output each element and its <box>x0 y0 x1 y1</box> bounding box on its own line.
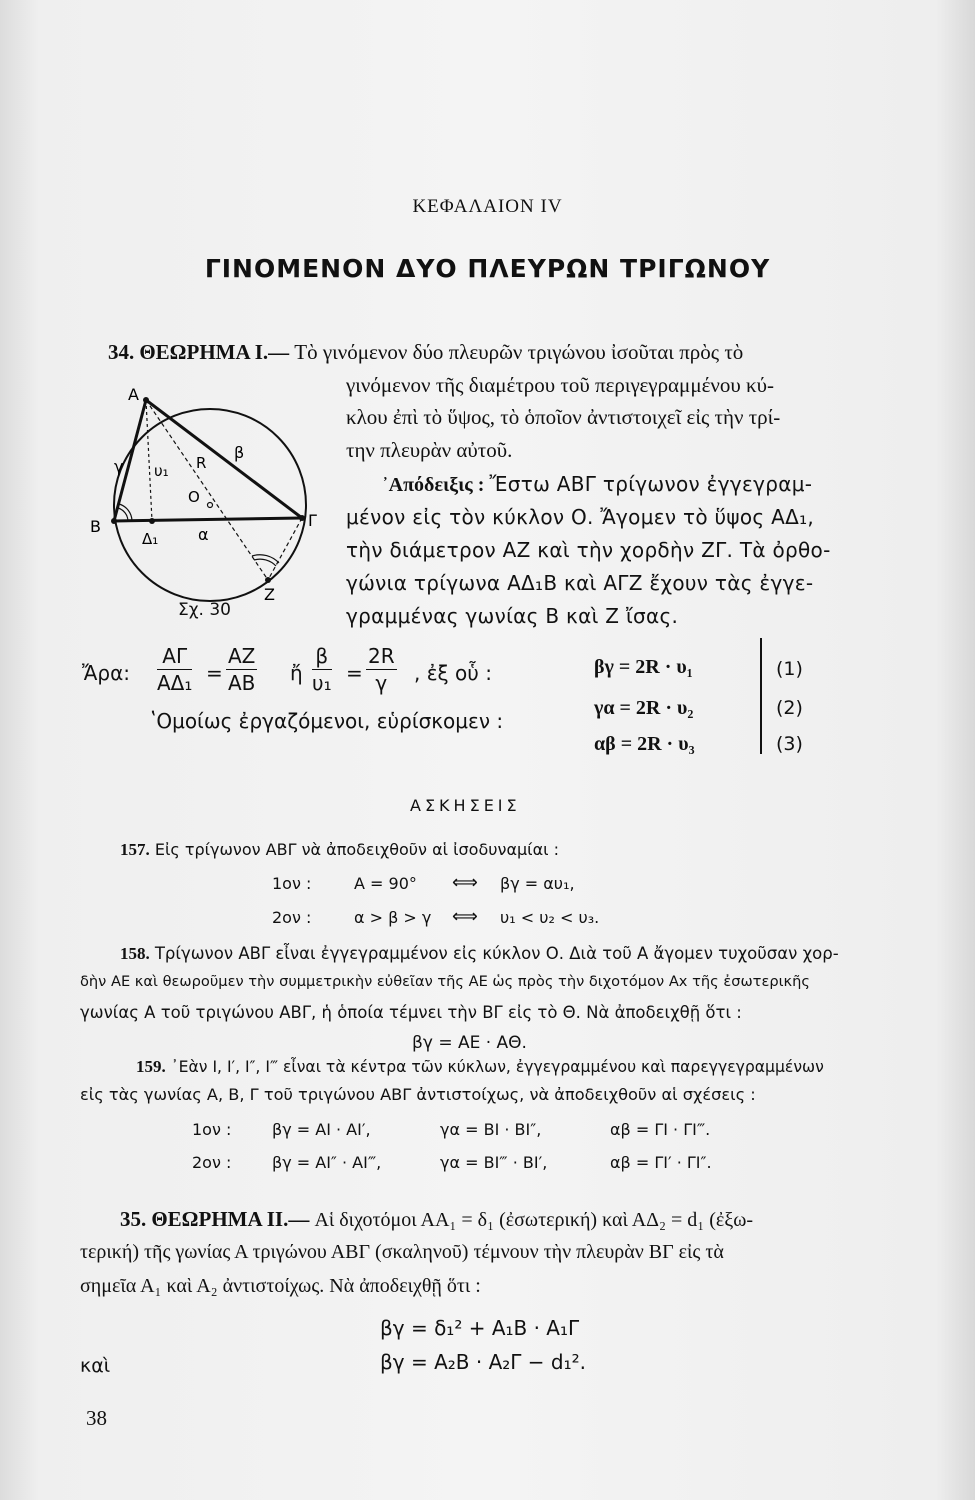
exercise-159-line-1 <box>136 1057 824 1077</box>
exercise-158-line-2: δὴν ΑΕ καὶ θεωροῦμεν τὴν συμμετρικὴν εὐθεῖαν τῆς ΑΕ ὡς πρὸς τὴν διχοτόμον Αx τῆς ἐσωτερικῆς <box>80 973 810 990</box>
theorem-2-text-1: Αἱ διχοτόμοι ΑΑ₁ = δ₁ (ἐσωτερική) καὶ ΑΔ₂ = d₁ (ἐξω- <box>314 1209 754 1231</box>
exercise-158-line-3: γωνίας Α τοῦ τριγώνου ΑΒΓ, ἡ ὁποία τέμνει τὴν ΒΓ εἰς τὸ Θ. Νὰ ἀποδειχθῇ ὅτι : <box>80 1003 742 1022</box>
label-beta: β <box>234 443 245 462</box>
theorem-1-number: 34. <box>108 340 135 364</box>
proof-line-4: γώνια τρίγωνα ΑΔ₁Β καὶ ΑΓΖ ἔχουν τὰς ἐγγε- <box>346 571 814 595</box>
diameter-az <box>146 400 268 580</box>
exercise-158-line-1 <box>120 944 839 964</box>
exercise-157-row-2-left: α > β > γ <box>354 908 432 927</box>
exercise-157 <box>120 840 559 860</box>
fraction-4-numerator: 2R <box>368 644 395 668</box>
label-g: Γ <box>308 511 317 530</box>
exercise-158-number: 158. <box>120 944 150 963</box>
fraction-b-u1 <box>312 644 332 695</box>
chapter-title: ΓΙΝΟΜΕΝΟΝ ΔΥΟ ΠΛΕΥΡΩΝ ΤΡΙΓΩΝΟΥ <box>204 254 771 283</box>
theorem-2-number: 35. <box>120 1207 147 1231</box>
theorem-1-line-3: κλου ἐπὶ τὸ ὕψος, τὸ ὁποῖον ἀντιστοιχεῖ εἰς τὴν τρί- <box>346 405 781 429</box>
result-3 <box>594 733 695 756</box>
fraction-1-denominator: ΑΔ₁ <box>157 671 193 695</box>
result-2-lhs: γα <box>594 697 615 719</box>
point-g <box>299 515 305 521</box>
chord-zg <box>268 518 302 580</box>
exercise-157-row-2-label: 2ον : <box>272 908 312 927</box>
exercise-159-row-1-label: 1ον : <box>192 1120 232 1139</box>
exercise-157-row-2-arrow: ⟺ <box>452 906 478 927</box>
ara-label: Ἄρα: <box>82 661 130 685</box>
exercise-159-number: 159. <box>136 1057 166 1076</box>
label-o: Ο <box>188 488 200 506</box>
theorem-2-line-2: τερική) τῆς γωνίας Α τριγώνου ΑΒΓ (σκαληνοῦ) τέμνουν τὴν πλευρὰν ΒΓ εἰς τὰ <box>80 1241 724 1263</box>
label-alpha: α <box>198 525 209 544</box>
exercise-157-row-1-right: βγ = αυ₁, <box>500 874 575 893</box>
exercises-heading: ΑΣΚΗΣΕΙΣ <box>410 796 521 815</box>
result-3-lhs: αβ <box>594 733 616 755</box>
side-alpha <box>114 518 302 521</box>
exercise-159-text-1: ᾽Εὰν Ι, Ι′, Ι″, Ι‴ εἶναι τὰ κέντρα τῶν κύκλων, ἐγγεγραμμένου καὶ παρεγγεγραμμένων <box>170 1058 824 1076</box>
proof-text-1: Ἔστω ΑΒΓ τρίγωνον ἐγγεγραμ- <box>489 472 813 496</box>
exercise-159-row-2-label: 2ον : <box>192 1153 232 1172</box>
proof-line-5: γραμμένας γωνίας Β καὶ Ζ ἴσας. <box>346 604 679 628</box>
exercise-157-row-1-label: 1ον : <box>272 874 312 893</box>
result-divider <box>760 638 762 754</box>
result-1-tag: (1) <box>776 658 803 680</box>
label-gamma: γ <box>114 457 124 476</box>
proof-line-2: μένον εἰς τὸν κύκλον Ο. Ἄγομεν τὸ ὕψος ΑΔ₁, <box>346 505 815 529</box>
exercise-159-row-1-b: γα = ΒΙ · ΒΙ″, <box>440 1120 542 1139</box>
theorem-2-title: ΘΕΩΡΗΜΑ ΙΙ.— <box>151 1207 310 1231</box>
point-b <box>111 518 117 524</box>
similarly-text: ʽΟμοίως ἐργαζόμενοι, εὑρίσκομεν : <box>150 709 504 733</box>
circumcircle <box>114 409 306 601</box>
point-d1 <box>149 518 155 524</box>
exercise-159-row-2-b: γα = ΒΙ‴ · ΒΙ′, <box>440 1153 548 1172</box>
theorem-1-heading <box>108 340 743 365</box>
proof-line-1 <box>382 472 812 497</box>
fraction-3-numerator: β <box>312 644 332 670</box>
or-word: ἤ <box>290 661 303 685</box>
label-b: Β <box>90 517 101 536</box>
result-1-rhs: = 2R · υ₁ <box>618 656 693 678</box>
fraction-ag-ad1 <box>157 644 192 695</box>
exercise-159-row-1-c: αβ = ΓΙ · ΓΙ‴. <box>610 1120 711 1139</box>
exercise-159-line-2: εἰς τὰς γωνίας Α, Β, Γ τοῦ τριγώνου ΑΒΓ ἀντιστοίχως, νὰ ἀποδειχθοῦν αἱ σχέσεις : <box>80 1085 756 1104</box>
theorem-2-formula-2: βγ = Α₂Β · Α₂Γ − d₁². <box>380 1350 586 1374</box>
fraction-1-numerator: ΑΓ <box>157 644 192 670</box>
fraction-2r-g <box>366 644 397 695</box>
fraction-2-numerator: ΑΖ <box>228 644 256 668</box>
theorem-1-line-1: Τὸ γινόμενον δύο πλευρῶν τριγώνου ἰσοῦται πρὸς τὸ <box>294 340 744 364</box>
result-1-lhs: βγ <box>594 656 614 678</box>
exercise-159-row-2-c: αβ = ΓΙ′ · ΓΙ″. <box>610 1153 712 1172</box>
result-3-tag: (3) <box>776 733 803 755</box>
fraction-3-denominator: υ₁ <box>312 671 332 695</box>
label-d1: Δ₁ <box>142 530 159 548</box>
theorem-1-line-4: την πλευρὰν αὐτοῦ. <box>346 438 513 462</box>
exercise-157-row-1-arrow: ⟺ <box>452 872 478 893</box>
result-3-rhs: = 2R · υ₃ <box>620 733 695 755</box>
proof-label: ᾽Απόδειξις : <box>382 474 485 496</box>
exercise-158-text-1: Τρίγωνον ΑΒΓ εἶναι ἐγγεγραμμένον εἰς κύκλον Ο. Διὰ τοῦ Α ἄγομεν τυχοῦσαν χορ- <box>154 944 839 963</box>
result-2-rhs: = 2R · υ₂ <box>619 697 694 719</box>
fraction-2-denominator: ΑΒ <box>227 671 256 695</box>
kai-word: καὶ <box>80 1355 111 1377</box>
theorem-1-title: ΘΕΩΡΗΜΑ Ι.— <box>139 340 290 364</box>
theorem-2-line-3: σημεῖα Α₁ καὶ Α₂ ἀντιστοίχως. Νὰ ἀποδειχθῇ ὅτι : <box>80 1275 481 1297</box>
theorem-1-line-2: γινόμενον τῆς διαμέτρου τοῦ περιγεγραμμένου κύ- <box>346 373 775 397</box>
point-a <box>143 397 149 403</box>
angle-b-arc <box>118 508 128 521</box>
altitude-ad1 <box>146 400 152 521</box>
exercise-157-row-1-left: Α = 90° <box>354 874 417 893</box>
theorem-2-line-1 <box>120 1207 753 1232</box>
label-r: R <box>196 454 207 472</box>
label-u1: υ₁ <box>154 462 169 480</box>
equals-1: = <box>206 661 223 685</box>
result-1 <box>594 656 693 679</box>
exercise-157-number: 157. <box>120 840 150 859</box>
point-o <box>208 503 213 508</box>
result-2 <box>594 697 693 720</box>
page-number: 38 <box>86 1406 107 1430</box>
result-2-tag: (2) <box>776 697 803 719</box>
exercise-159-row-1-a: βγ = ΑΙ · ΑΙ′, <box>272 1120 371 1139</box>
ex-ou: , ἐξ οὗ : <box>414 661 492 685</box>
figure-caption: Σχ. 30 <box>178 600 232 620</box>
exercise-157-row-2-right: υ₁ < υ₂ < υ₃. <box>500 908 600 927</box>
fraction-az-ab <box>226 644 257 695</box>
theorem-2-formula-1: βγ = δ₁² + Α₁Β · Α₁Γ <box>380 1316 580 1340</box>
fraction-4-denominator: γ <box>375 671 388 695</box>
chapter-heading: ΚΕΦΑΛΑΙΟΝ IV <box>412 196 563 217</box>
exercise-157-text: Εἰς τρίγωνον ΑΒΓ νὰ ἀποδειχθοῦν αἱ ἰσοδυναμίαι : <box>154 840 560 859</box>
point-z <box>265 577 271 583</box>
side-beta <box>146 400 302 518</box>
angle-z-arc-2 <box>252 555 279 563</box>
equals-2: = <box>346 661 363 685</box>
exercise-159-row-2-a: βγ = ΑΙ″ · ΑΙ‴, <box>272 1153 382 1172</box>
label-z: Ζ <box>264 585 275 604</box>
label-a: Α <box>128 385 139 404</box>
exercise-158-formula: βγ = ΑΕ · ΑΘ. <box>412 1033 527 1053</box>
proof-line-3: τὴν διάμετρον ΑΖ καὶ τὴν χορδὴν ΖΓ. Τὰ ὀρθο- <box>346 538 831 562</box>
